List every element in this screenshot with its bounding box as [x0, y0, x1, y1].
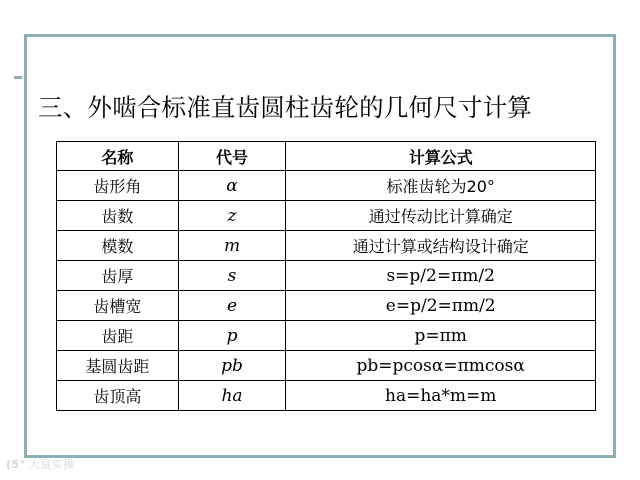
row-symbol: pb	[178, 351, 286, 381]
frame-accent	[14, 76, 22, 79]
row-formula: ha=ha*m=m	[286, 381, 596, 411]
row-symbol: s	[178, 261, 286, 291]
row-name: 齿距	[57, 321, 179, 351]
row-formula: pb=pcosα=πmcosα	[286, 351, 596, 381]
row-symbol: ha	[178, 381, 286, 411]
watermark-text: 大鼠实操	[28, 458, 75, 471]
table-row	[57, 321, 596, 351]
table-header-row	[57, 142, 596, 171]
row-formula: s=p/2=πm/2	[286, 261, 596, 291]
row-name: 齿数	[57, 201, 179, 231]
slide-title: 三、外啮合标准直齿圆柱齿轮的几何尺寸计算	[38, 93, 532, 122]
row-symbol: α	[178, 171, 286, 201]
header-formula: 计算公式	[286, 142, 596, 171]
row-name: 齿槽宽	[57, 291, 179, 321]
watermark-logo-icon: (5°	[6, 458, 26, 471]
row-name: 齿顶高	[57, 381, 179, 411]
row-name: 齿厚	[57, 261, 179, 291]
row-name: 模数	[57, 231, 179, 261]
table-row	[57, 381, 596, 411]
row-symbol: m	[178, 231, 286, 261]
table-row	[57, 201, 596, 231]
row-name: 齿形角	[57, 171, 179, 201]
header-symbol: 代号	[178, 142, 286, 171]
row-formula: 通过传动比计算确定	[286, 201, 596, 231]
table-row	[57, 261, 596, 291]
row-name: 基圆齿距	[57, 351, 179, 381]
table-row	[57, 171, 596, 201]
row-symbol: p	[178, 321, 286, 351]
table-row	[57, 231, 596, 261]
table-row	[57, 291, 596, 321]
gear-dimension-table	[56, 141, 596, 411]
row-formula: e=p/2=πm/2	[286, 291, 596, 321]
row-formula: 标准齿轮为20°	[286, 171, 596, 201]
header-name: 名称	[57, 142, 179, 171]
row-symbol: e	[178, 291, 286, 321]
row-formula: p=πm	[286, 321, 596, 351]
watermark	[6, 456, 75, 472]
row-formula: 通过计算或结构设计确定	[286, 231, 596, 261]
table-row	[57, 351, 596, 381]
row-symbol: z	[178, 201, 286, 231]
